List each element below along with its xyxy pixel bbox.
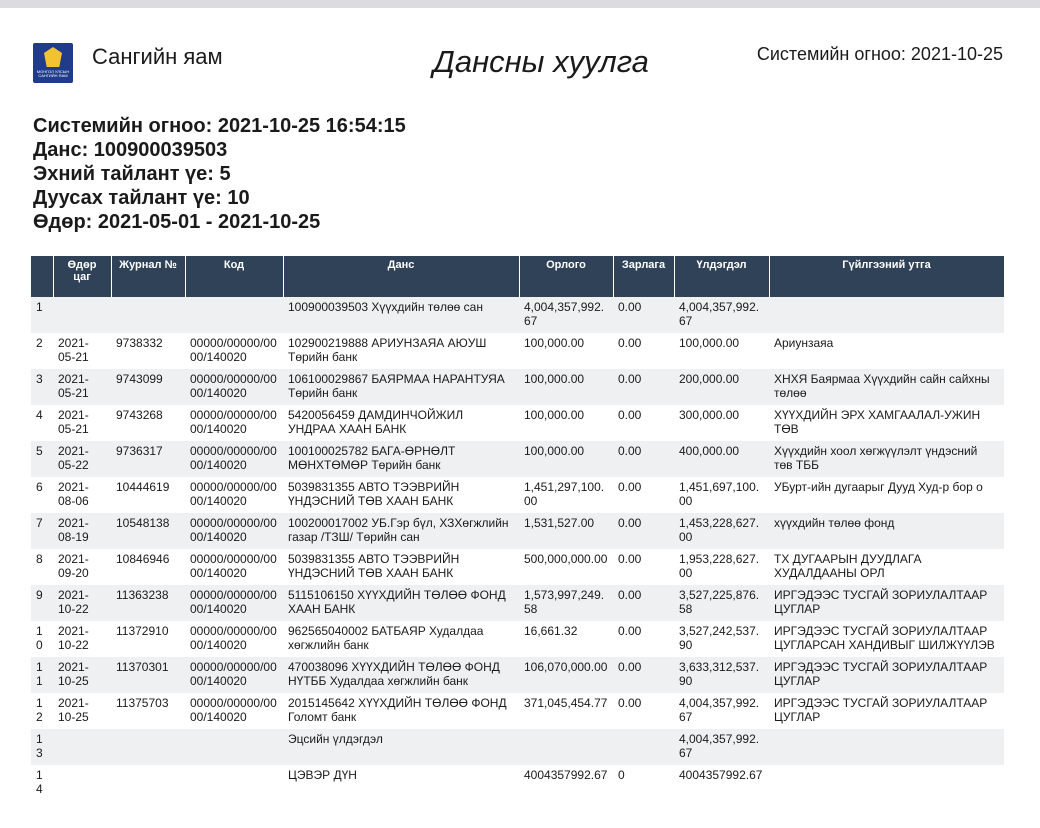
row-income: 100,000.00 (519, 405, 613, 441)
row-date: 2021-05-21 (53, 369, 111, 405)
row-code: 00000/00000/0000/140020 (185, 549, 283, 585)
row-income: 4,004,357,992.67 (519, 297, 613, 333)
col-index (31, 256, 53, 297)
page-title: Дансны хуулга (433, 44, 649, 79)
row-expense: 0.00 (613, 441, 674, 477)
row-date: 2021-08-19 (53, 513, 111, 549)
table-row (31, 513, 1004, 549)
row-expense: 0.00 (613, 621, 674, 657)
row-expense: 0.00 (613, 405, 674, 441)
row-income: 371,045,454.77 (519, 693, 613, 729)
row-account: 2015145642 ХҮҮХДИЙН ТӨЛӨӨ ФОНД Голомт банк (283, 693, 519, 729)
row-code: 00000/00000/0000/140020 (185, 657, 283, 693)
emblem-icon (44, 47, 62, 67)
row-balance: 300,000.00 (674, 405, 769, 441)
row-index: 9 (31, 585, 53, 621)
row-date (53, 297, 111, 333)
date-range-line: Өдөр: 2021-05-01 - 2021-10-25 (33, 211, 321, 233)
row-expense: 0.00 (613, 549, 674, 585)
end-period-line: Дуусах тайлант үе: 10 (33, 187, 250, 209)
row-account: 100200017002 УБ.Гэр бүл, ХЗХөгжлийн газар /ТЗШ/ Төрийн сан (283, 513, 519, 549)
row-income: 1,531,527.00 (519, 513, 613, 549)
row-index: 10 (31, 621, 53, 657)
row-date: 2021-10-25 (53, 657, 111, 693)
col-date: Өдөр цаг (53, 256, 111, 297)
row-description: ИРГЭДЭЭС ТУСГАЙ ЗОРИУЛАЛТААР ЦУГЛАРСАН ХАНДИВЫГ ШИЛЖҮҮЛЭВ (769, 621, 1004, 657)
row-account: 5039831355 АВТО ТЭЭВРИЙН ҮНДЭСНИЙ ТӨВ ХААН БАНК (283, 477, 519, 513)
table-row (31, 549, 1004, 585)
row-date: 2021-05-21 (53, 333, 111, 369)
row-description (769, 297, 1004, 333)
col-journal: Журнал № (111, 256, 185, 297)
row-date (53, 765, 111, 801)
row-code: 00000/00000/0000/140020 (185, 585, 283, 621)
col-expense: Зарлага (613, 256, 674, 297)
row-account: Эцсийн үлдэгдэл (283, 729, 519, 765)
row-balance: 3,527,225,876.58 (674, 585, 769, 621)
row-expense: 0.00 (613, 477, 674, 513)
col-income: Орлого (519, 256, 613, 297)
row-journal (111, 297, 185, 333)
row-income (519, 729, 613, 765)
row-balance: 4004357992.67 (674, 765, 769, 801)
row-journal: 10846946 (111, 549, 185, 585)
row-account: 102900219888 АРИУНЗАЯА АЮУШ Төрийн банк (283, 333, 519, 369)
account-line: Данс: 100900039503 (33, 139, 228, 161)
row-index: 4 (31, 405, 53, 441)
row-index: 7 (31, 513, 53, 549)
row-code: 00000/00000/0000/140020 (185, 693, 283, 729)
col-code: Код (185, 256, 283, 297)
table-row (31, 405, 1004, 441)
row-date: 2021-05-21 (53, 405, 111, 441)
row-journal: 11370301 (111, 657, 185, 693)
row-journal (111, 729, 185, 765)
row-index: 12 (31, 693, 53, 729)
start-period-line: Эхний тайлант үе: 5 (33, 163, 231, 185)
row-journal: 11375703 (111, 693, 185, 729)
table-row (31, 477, 1004, 513)
row-journal: 10444619 (111, 477, 185, 513)
row-income: 16,661.32 (519, 621, 613, 657)
row-description: ИРГЭДЭЭС ТУСГАЙ ЗОРИУЛАЛТААР ЦУГЛАР (769, 585, 1004, 621)
row-code (185, 765, 283, 801)
row-index: 3 (31, 369, 53, 405)
table-row (31, 657, 1004, 693)
row-description: Ариунзаяа (769, 333, 1004, 369)
logo-text: МОНГОЛ УЛСЫН САНГИЙН ЯАМ (36, 69, 70, 78)
row-income: 500,000,000.00 (519, 549, 613, 585)
row-date: 2021-08-06 (53, 477, 111, 513)
row-expense: 0.00 (613, 657, 674, 693)
row-date: 2021-05-22 (53, 441, 111, 477)
row-expense: 0.00 (613, 333, 674, 369)
table-row (31, 765, 1004, 801)
row-journal: 11363238 (111, 585, 185, 621)
table-row (31, 693, 1004, 729)
row-code: 00000/00000/0000/140020 (185, 369, 283, 405)
row-balance: 1,451,697,100.00 (674, 477, 769, 513)
statement-info (33, 114, 406, 234)
row-index: 8 (31, 549, 53, 585)
row-date (53, 729, 111, 765)
table-row (31, 369, 1004, 405)
table-row (31, 585, 1004, 621)
row-date: 2021-10-25 (53, 693, 111, 729)
table-row (31, 333, 1004, 369)
row-code (185, 297, 283, 333)
row-account: 5039831355 АВТО ТЭЭВРИЙН ҮНДЭСНИЙ ТӨВ ХААН БАНК (283, 549, 519, 585)
col-account: Данс (283, 256, 519, 297)
row-journal: 9736317 (111, 441, 185, 477)
row-journal: 9738332 (111, 333, 185, 369)
row-description: ИРГЭДЭЭС ТУСГАЙ ЗОРИУЛАЛТААР ЦУГЛАР (769, 693, 1004, 729)
row-journal: 9743099 (111, 369, 185, 405)
row-code: 00000/00000/0000/140020 (185, 621, 283, 657)
row-account: ЦЭВЭР ДҮН (283, 765, 519, 801)
row-index: 6 (31, 477, 53, 513)
row-description: ТХ ДУГААРЫН ДУУДЛАГА ХУДАЛДААНЫ ОРЛ (769, 549, 1004, 585)
row-balance: 4,004,357,992.67 (674, 693, 769, 729)
row-account: 962565040002 БАТБАЯР Худалдаа хөгжлийн банк (283, 621, 519, 657)
row-index: 5 (31, 441, 53, 477)
row-balance: 3,633,312,537.90 (674, 657, 769, 693)
table-row (31, 729, 1004, 765)
row-account: 106100029867 БАЯРМАА НАРАНТУЯА Төрийн банк (283, 369, 519, 405)
row-income: 100,000.00 (519, 333, 613, 369)
row-expense: 0.00 (613, 297, 674, 333)
system-date-top: Системийн огноо: 2021-10-25 (756, 44, 1003, 64)
col-balance: Үлдэгдэл (674, 256, 769, 297)
table-header-row (31, 256, 1004, 297)
row-balance: 4,004,357,992.67 (674, 729, 769, 765)
row-journal: 11372910 (111, 621, 185, 657)
row-balance: 100,000.00 (674, 333, 769, 369)
row-expense: 0 (613, 765, 674, 801)
row-code (185, 729, 283, 765)
row-income: 1,451,297,100.00 (519, 477, 613, 513)
row-code: 00000/00000/0000/140020 (185, 405, 283, 441)
row-code: 00000/00000/0000/140020 (185, 477, 283, 513)
row-code: 00000/00000/0000/140020 (185, 513, 283, 549)
row-expense: 0.00 (613, 585, 674, 621)
row-account: 100900039503 Хүүхдийн төлөө сан (283, 297, 519, 333)
row-expense: 0.00 (613, 369, 674, 405)
row-index: 1 (31, 297, 53, 333)
row-expense (613, 729, 674, 765)
col-description: Гүйлгээний утга (769, 256, 1004, 297)
row-income: 4004357992.67 (519, 765, 613, 801)
row-income: 100,000.00 (519, 369, 613, 405)
row-date: 2021-10-22 (53, 621, 111, 657)
row-account: 5420056459 ДАМДИНЧОЙЖИЛ УНДРАА ХААН БАНК (283, 405, 519, 441)
row-index: 14 (31, 765, 53, 801)
row-journal: 9743268 (111, 405, 185, 441)
row-description: ИРГЭДЭЭС ТУСГАЙ ЗОРИУЛАЛТААР ЦУГЛАР (769, 657, 1004, 693)
ministry-logo (33, 43, 73, 83)
row-income: 100,000.00 (519, 441, 613, 477)
table-row (31, 297, 1004, 333)
org-name: Сангийн яам (92, 44, 223, 69)
row-balance: 200,000.00 (674, 369, 769, 405)
top-border (0, 0, 1040, 8)
row-code: 00000/00000/0000/140020 (185, 333, 283, 369)
statement-table (31, 256, 1005, 801)
row-journal: 10548138 (111, 513, 185, 549)
row-description: ХНХЯ Баярмаа Хүүхдийн сайн сайхны төлөө (769, 369, 1004, 405)
row-date: 2021-10-22 (53, 585, 111, 621)
row-expense: 0.00 (613, 513, 674, 549)
row-index: 2 (31, 333, 53, 369)
row-expense: 0.00 (613, 693, 674, 729)
row-account: 100100025782 БАГА-ӨРНӨЛТ МӨНХТӨМӨР Төрийн банк (283, 441, 519, 477)
row-balance: 400,000.00 (674, 441, 769, 477)
row-code: 00000/00000/0000/140020 (185, 441, 283, 477)
row-index: 11 (31, 657, 53, 693)
row-income: 106,070,000.00 (519, 657, 613, 693)
row-index: 13 (31, 729, 53, 765)
row-description: хүүхдийн төлөө фонд (769, 513, 1004, 549)
system-date-line: Системийн огноо: 2021-10-25 16:54:15 (33, 115, 406, 137)
row-account: 470038096 ХҮҮХДИЙН ТӨЛӨӨ ФОНД НҮТББ Худалдаа хөгжлийн банк (283, 657, 519, 693)
row-balance: 4,004,357,992.67 (674, 297, 769, 333)
row-balance: 1,453,228,627.00 (674, 513, 769, 549)
row-description: УБурт-ийн дугаарыг Дууд Худ-р бор о (769, 477, 1004, 513)
table-row (31, 621, 1004, 657)
row-description: Хүүхдийн хоол хөгжүүлэлт үндэсний төв ТББ (769, 441, 1004, 477)
table-row (31, 441, 1004, 477)
row-journal (111, 765, 185, 801)
row-date: 2021-09-20 (53, 549, 111, 585)
row-description: ХҮҮХДИЙН ЭРХ ХАМГААЛАЛ-УЖИН ТӨВ (769, 405, 1004, 441)
row-income: 1,573,997,249.58 (519, 585, 613, 621)
row-description (769, 729, 1004, 765)
row-balance: 3,527,242,537.90 (674, 621, 769, 657)
row-account: 5115106150 ХҮҮХДИЙН ТӨЛӨӨ ФОНД ХААН БАНК (283, 585, 519, 621)
row-balance: 1,953,228,627.00 (674, 549, 769, 585)
row-description (769, 765, 1004, 801)
